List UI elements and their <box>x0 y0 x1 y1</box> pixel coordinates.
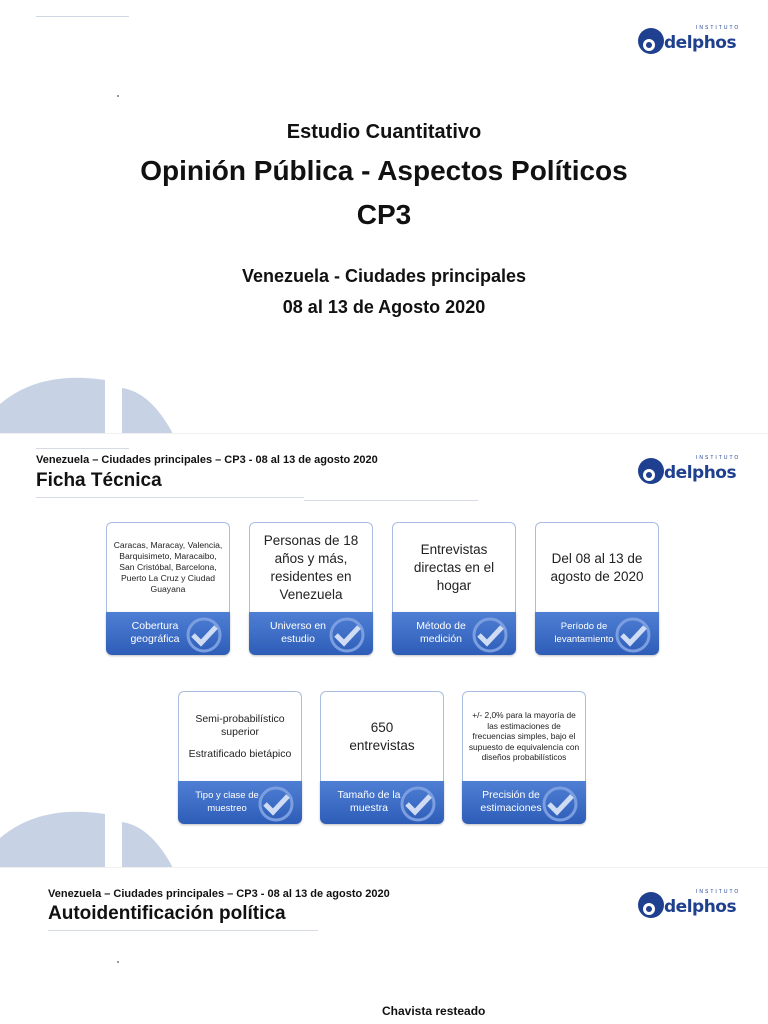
slide-heading: Autoidentificación política <box>48 903 286 924</box>
context-rule <box>36 448 129 449</box>
card-text: Del 08 al 13 de agosto de 2020 <box>550 550 644 584</box>
card-cobertura <box>106 522 230 656</box>
slide-context: Venezuela – Ciudades principales – CP3 - 08 al 13 de agosto 2020 <box>48 888 390 900</box>
logo-wordmark: delphos <box>664 463 737 483</box>
logo-wordmark: delphos <box>664 33 737 53</box>
checkmark-icon <box>613 615 653 655</box>
logo-tagline: INSTITUTO <box>696 455 741 461</box>
card-label: Cobertura geográfica <box>130 620 180 645</box>
delphos-logo <box>636 24 741 58</box>
checkmark-icon <box>256 784 296 824</box>
delphos-logo <box>636 888 741 922</box>
card-text: 650 entrevistas <box>349 719 415 753</box>
card-label: Universo en estudio <box>269 620 327 645</box>
marker-dot <box>117 961 119 963</box>
card-label: Tipo y clase de muestreo <box>195 790 259 814</box>
cover-title: Opinión Pública - Aspectos Políticos <box>140 155 628 186</box>
category-label: Chavista resteado <box>382 1004 486 1018</box>
autoidentificacion-slide <box>0 868 768 1024</box>
card-precision <box>462 691 586 825</box>
logo-tagline: INSTITUTO <box>696 25 741 31</box>
card-text: +/- 2,0% para la mayoría de las estimaciones de frecuencias simples, bajo el supuesto de equivalencia con diseños probabilísticos <box>468 710 580 763</box>
card-periodo <box>535 522 659 656</box>
cover-slide <box>0 0 768 434</box>
slide-heading: Ficha Técnica <box>36 470 162 491</box>
top-rule <box>36 16 129 17</box>
delphos-logo <box>636 454 741 488</box>
card-muestreo <box>178 691 302 825</box>
card-label: Precisión de estimaciones <box>480 789 542 814</box>
card-text: Entrevistas directas en el hogar <box>413 541 495 593</box>
heading-rule <box>48 930 318 931</box>
decorative-arc <box>0 810 200 868</box>
logo-wordmark: delphos <box>664 897 737 917</box>
checkmark-icon <box>184 615 224 655</box>
checkmark-icon <box>398 784 438 824</box>
card-metodo <box>392 522 516 656</box>
heading-rule-2 <box>304 500 478 501</box>
cover-subtitle: Estudio Cuantitativo <box>286 121 482 143</box>
card-label: Tamaño de la muestra <box>337 789 401 814</box>
card-text: Caracas, Maracay, Valencia, Barquisimeto, Maracaibo, San Cristóbal, Barcelona, Puerto La Cruz y Ciudad Guayana <box>113 540 223 594</box>
card-tamano <box>320 691 444 825</box>
cover-code: CP3 <box>356 199 412 230</box>
ficha-tecnica-slide <box>0 434 768 868</box>
logo-tagline: INSTITUTO <box>696 889 741 895</box>
checkmark-icon <box>470 615 510 655</box>
slide-context: Venezuela – Ciudades principales – CP3 - 08 al 13 de agosto 2020 <box>36 454 378 466</box>
card-text: Semi-probabilístico superior <box>195 712 285 738</box>
card-label: Método de medición <box>416 620 466 645</box>
card-label: Período de levantamiento <box>554 621 614 645</box>
card-universo <box>249 522 373 656</box>
heading-rule <box>36 497 304 498</box>
cover-location: Venezuela - Ciudades principales <box>241 266 527 286</box>
checkmark-icon <box>540 784 580 824</box>
checkmark-icon <box>327 615 367 655</box>
card-text: Personas de 18 años y más, residentes en Venezuela <box>263 532 359 602</box>
marker-dot <box>117 95 119 97</box>
decorative-arc <box>0 376 200 434</box>
card-text-secondary: Estratificado bietápico <box>188 747 292 760</box>
cover-dates: 08 al 13 de Agosto 2020 <box>282 297 486 317</box>
